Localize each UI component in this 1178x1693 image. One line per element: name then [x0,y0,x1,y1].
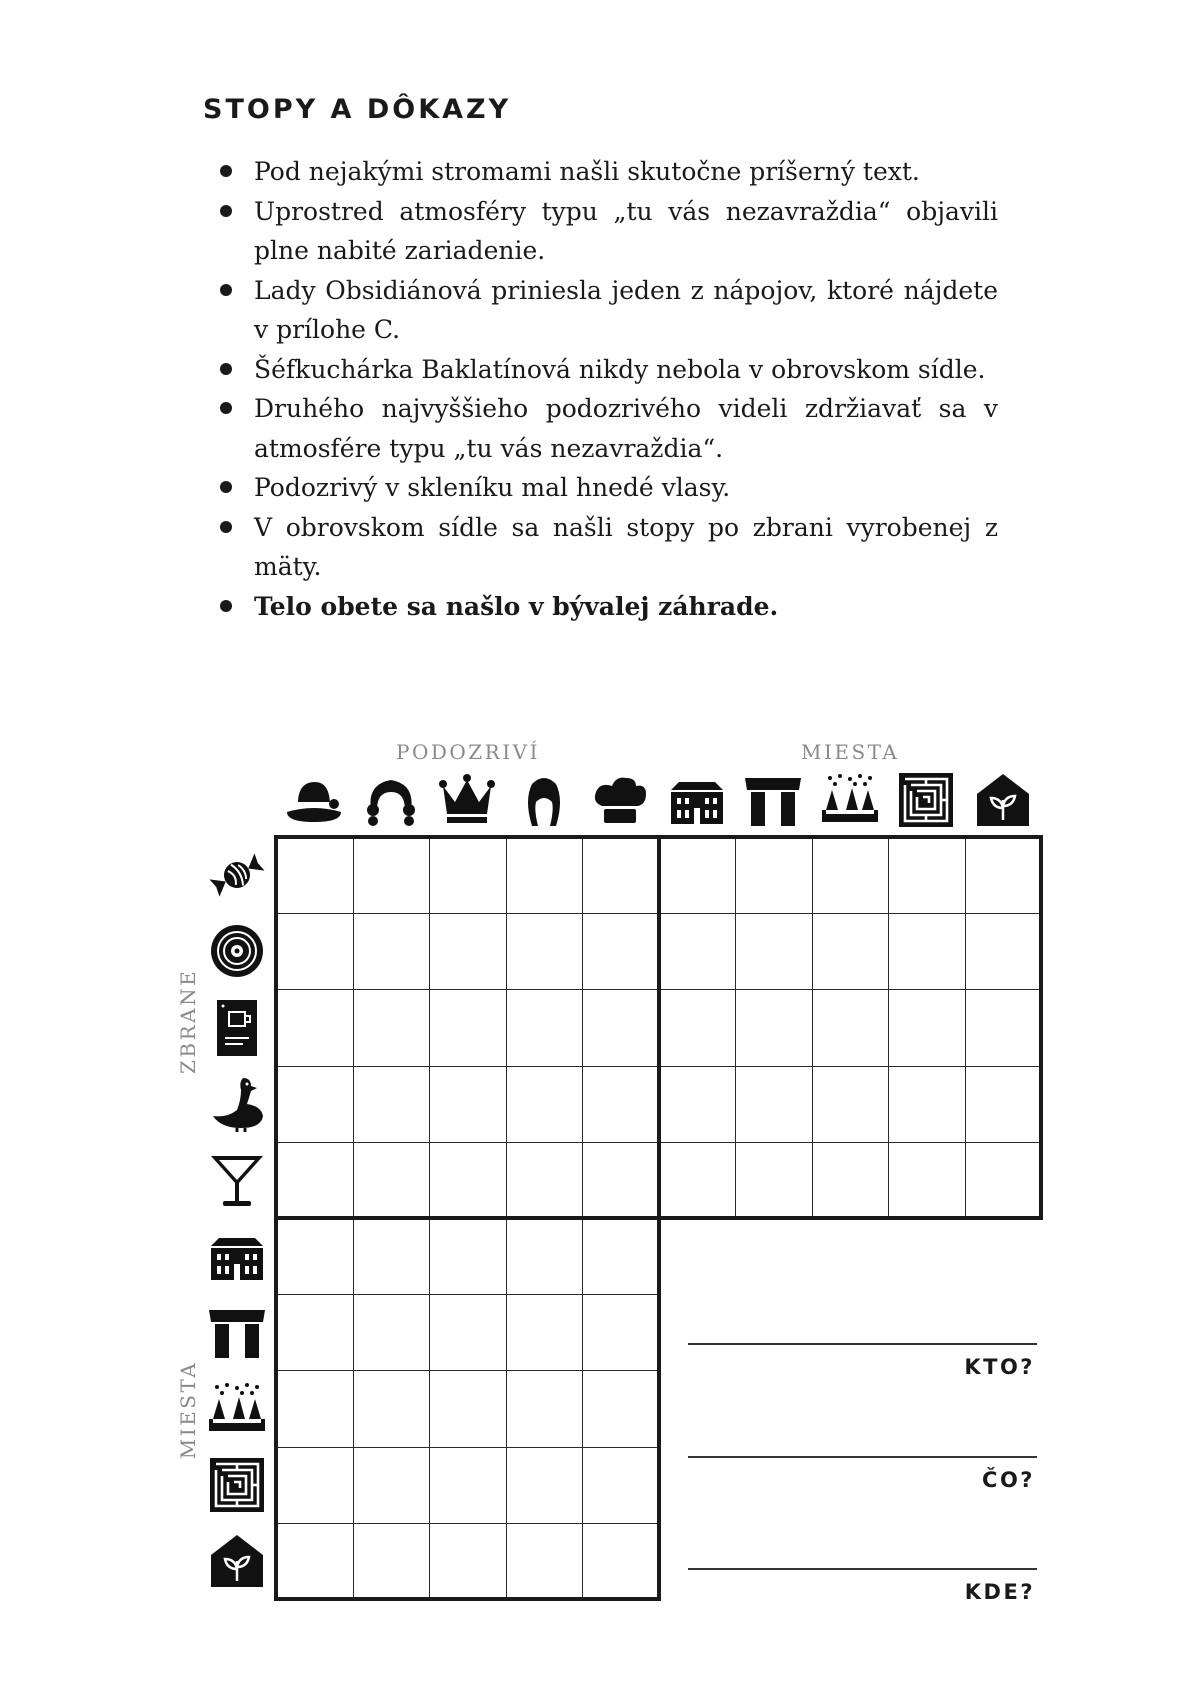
grid-cell[interactable] [429,913,507,990]
grid-cell[interactable] [735,913,813,990]
answer-line[interactable] [688,1568,1037,1570]
greenhouse-icon [973,770,1033,830]
grid-cell[interactable] [812,837,890,914]
clue-item: Telo obete sa našlo v bývalej záhrade. [218,587,998,627]
grid-cell[interactable] [429,1294,507,1371]
grid-cell[interactable] [965,1142,1043,1219]
chef-hat-icon [590,770,650,830]
grid-cell[interactable] [429,1523,507,1600]
grid-cell[interactable] [353,837,431,914]
clue-item: Druhého najvyššieho podozrivého videli zdržiavať sa v atmosfére typu „tu vás nezavraždia“. [218,389,998,468]
grid-cell[interactable] [888,1142,966,1219]
answer-label: KDE? [964,1580,1035,1604]
grid-cell[interactable] [582,1294,660,1371]
grid-cell[interactable] [506,837,584,914]
weapons-header: ZBRANE [176,968,200,1074]
grid-cell[interactable] [965,913,1043,990]
grid-cell[interactable] [429,1447,507,1524]
grid-cell[interactable] [276,837,354,914]
grid-cell[interactable] [276,989,354,1066]
grid-cell[interactable] [353,1142,431,1219]
grid-cell[interactable] [276,1370,354,1447]
record-icon [207,921,267,981]
greenhouse-icon [207,1531,267,1591]
mansion-icon [667,770,727,830]
grid-cell[interactable] [812,1066,890,1143]
grid-cell[interactable] [582,1523,660,1600]
grid-cell[interactable] [812,1142,890,1219]
garden-icon [207,1379,267,1439]
grid-cell[interactable] [429,1142,507,1219]
grid-cell[interactable] [965,1066,1043,1143]
grid-cell[interactable] [735,837,813,914]
grid-cell[interactable] [353,989,431,1066]
book-icon [207,998,267,1058]
grid-cell[interactable] [276,1218,354,1295]
candy-icon [207,845,267,905]
grid-cell[interactable] [429,1218,507,1295]
grid-cell[interactable] [659,1142,737,1219]
grid-cell[interactable] [429,837,507,914]
grid-cell[interactable] [506,1370,584,1447]
grid-cell[interactable] [353,1066,431,1143]
grid-cell[interactable] [965,837,1043,914]
clue-item: Pod nejakými stromami našli skutočne príšerný text. [218,152,998,192]
grid-cell[interactable] [276,1523,354,1600]
grid-cell[interactable] [506,989,584,1066]
grid-cell[interactable] [735,989,813,1066]
answer-line[interactable] [688,1456,1037,1458]
grid-cell[interactable] [506,913,584,990]
clue-item: V obrovskom sídle sa našli stopy po zbrani vyrobenej z mäty. [218,508,998,587]
grid-cell[interactable] [582,837,660,914]
clue-item: Uprostred atmosféry typu „tu vás nezavraždia“ objavili plne nabité zariadenie. [218,192,998,271]
grid-cell[interactable] [353,1370,431,1447]
grid-cell[interactable] [353,1447,431,1524]
grid-cell[interactable] [506,1294,584,1371]
grid-cell[interactable] [276,1142,354,1219]
long-hair-icon [514,770,574,830]
dolmen-icon [207,1302,267,1362]
grid-cell[interactable] [429,989,507,1066]
grid-cell[interactable] [582,913,660,990]
grid-cell[interactable] [582,1066,660,1143]
grid-cell[interactable] [888,989,966,1066]
grid-cell[interactable] [506,1142,584,1219]
maze-icon [207,1455,267,1515]
grid-cell[interactable] [888,1066,966,1143]
grid-cell[interactable] [276,1447,354,1524]
grid-cell[interactable] [582,1142,660,1219]
curly-hair-icon [361,770,421,830]
grid-cell[interactable] [429,1370,507,1447]
grid-cell[interactable] [506,1447,584,1524]
grid-cell[interactable] [582,989,660,1066]
goose-icon [207,1074,267,1134]
grid-cell[interactable] [506,1218,584,1295]
grid-cell[interactable] [888,837,966,914]
grid-cell[interactable] [659,837,737,914]
answer-line[interactable] [688,1343,1037,1345]
maze-icon [896,770,956,830]
grid-cell[interactable] [735,1066,813,1143]
grid-cell[interactable] [353,1218,431,1295]
grid-cell[interactable] [429,1066,507,1143]
grid-cell[interactable] [659,989,737,1066]
grid-cell[interactable] [582,1447,660,1524]
grid-cell[interactable] [812,989,890,1066]
answer-label: ČO? [982,1468,1035,1492]
grid-cell[interactable] [353,1294,431,1371]
grid-cell[interactable] [276,1066,354,1143]
grid-cell[interactable] [353,913,431,990]
grid-cell[interactable] [276,1294,354,1371]
answer-label: KTO? [964,1355,1035,1379]
grid-cell[interactable] [812,913,890,990]
grid-cell[interactable] [276,913,354,990]
grid-cell[interactable] [506,1066,584,1143]
grid-cell[interactable] [506,1523,584,1600]
clue-list [218,152,998,626]
suspects-header: PODOZRIVÍ [396,740,540,764]
grid-cell[interactable] [965,989,1043,1066]
clue-item: Lady Obsidiánová priniesla jeden z nápojov, ktoré nájdete v prílohe C. [218,271,998,350]
clue-item: Šéfkuchárka Baklatínová nikdy nebola v obrovskom sídle. [218,350,998,390]
mansion-icon [207,1226,267,1286]
grid-cell[interactable] [659,1066,737,1143]
hat-icon [284,770,344,830]
grid-cell[interactable] [353,1523,431,1600]
page-title: STOPY A DÔKAZY [203,94,512,125]
grid-cell[interactable] [888,913,966,990]
grid-cell[interactable] [659,913,737,990]
places-header-top: MIESTA [801,740,900,764]
clue-item: Podozrivý v skleníku mal hnedé vlasy. [218,468,998,508]
grid-cell[interactable] [582,1218,660,1295]
places-header-side: MIESTA [176,1360,200,1460]
grid-cell[interactable] [735,1142,813,1219]
crown-icon [437,770,497,830]
grid-cell[interactable] [582,1370,660,1447]
cocktail-icon [207,1150,267,1210]
garden-icon [820,770,880,830]
dolmen-icon [743,770,803,830]
